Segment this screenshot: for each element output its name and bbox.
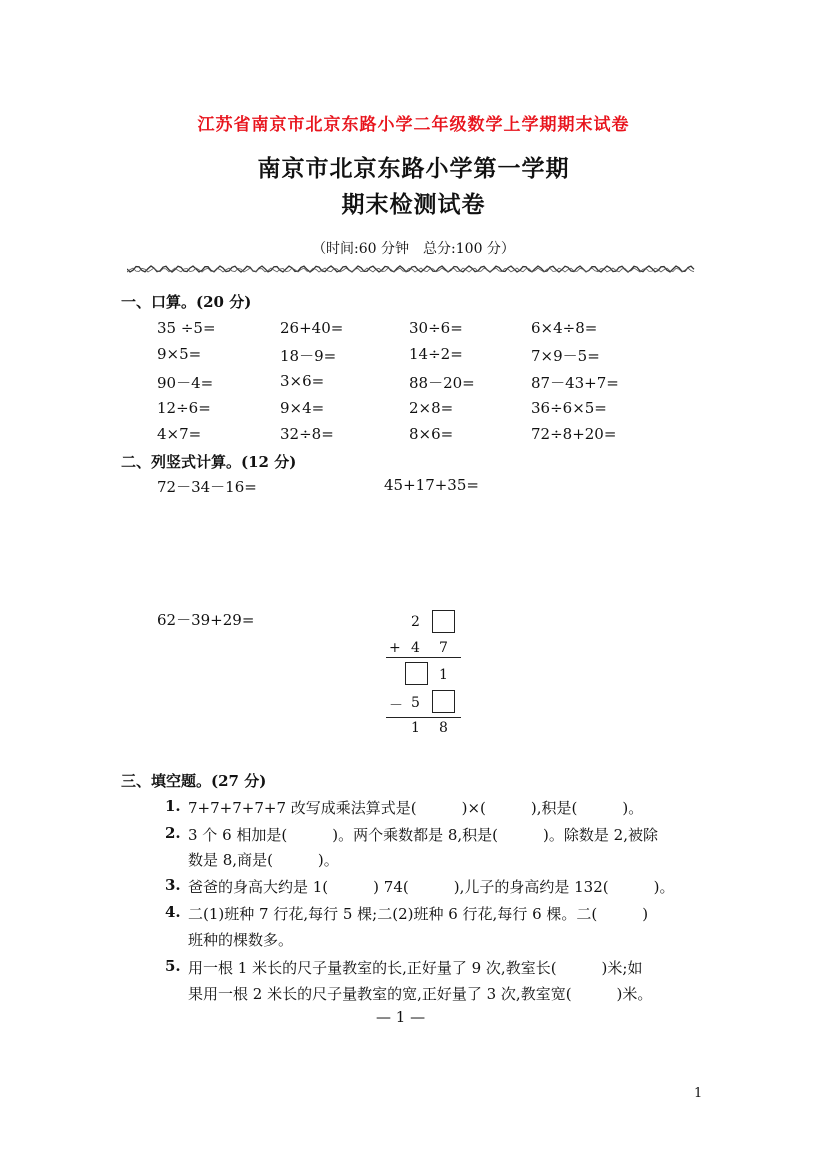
oral-item-1-1: 35 ÷5= [157, 319, 216, 337]
fill-question-4-text-line-2: 班种的棵数多。 [188, 931, 294, 949]
puzzle-blank-box-3[interactable] [432, 690, 455, 713]
oral-item-2-3: 14÷2= [409, 345, 463, 363]
oral-item-1-4: 6×4÷8= [531, 319, 598, 337]
fill-question-2-text-line-1: 3 个 6 相加是( )。两个乘数都是 8,积是( )。除数是 2,被除 [188, 826, 658, 844]
vertical-problem-2: 45+17+35= [384, 476, 479, 494]
fill-question-1-text: 7+7+7+7+7 改写成乘法算式是( )×( ),积是( )。 [188, 799, 644, 817]
oral-item-5-1: 4×7= [157, 425, 202, 443]
puzzle-row4-digit: 5 [411, 695, 420, 711]
puzzle-row1-digit: 2 [411, 614, 420, 630]
fill-question-4-number: 4. [165, 903, 181, 921]
fill-question-1-number: 1. [165, 797, 181, 815]
fill-question-5-text-line-1: 用一根 1 米长的尺子量教室的长,正好量了 9 次,教室长( )米;如 [188, 959, 643, 977]
oral-item-3-1: 90－4= [157, 374, 214, 392]
oral-item-2-2: 18－9= [280, 347, 337, 365]
vertical-problem-1: 72－34－16= [157, 478, 257, 496]
fill-question-2-number: 2. [165, 824, 181, 842]
fill-question-2-text-line-2: 数是 8,商是( )。 [188, 851, 339, 869]
fill-question-3-text: 爸爸的身高大约是 1( ) 74( ),儿子的身高约是 132( )。 [188, 878, 675, 896]
oral-item-3-2: 3×6= [280, 372, 325, 390]
oral-item-4-4: 36÷6×5= [531, 399, 607, 417]
fill-question-4-text-line-1: 二(1)班种 7 行花,每行 5 棵;二(2)班种 6 行花,每行 6 棵。二( ) [188, 905, 649, 923]
oral-item-4-3: 2×8= [409, 399, 454, 417]
oral-item-1-3: 30÷6= [409, 319, 463, 337]
puzzle-result-digit-ones: 8 [439, 720, 448, 736]
oral-item-5-2: 32÷8= [280, 425, 334, 443]
section-3-heading: 三、填空题。(27 分) [121, 772, 267, 790]
wavy-divider [127, 262, 696, 276]
oral-item-4-1: 12÷6= [157, 399, 211, 417]
oral-item-3-4: 87－43+7= [531, 374, 619, 392]
puzzle-row2-digit-ones: 7 [439, 640, 448, 656]
oral-item-4-2: 9×4= [280, 399, 325, 417]
page-number: 1 [694, 1086, 703, 1101]
puzzle-row2-digit-tens: 4 [411, 640, 420, 656]
section-1-heading: 一、口算。(20 分) [121, 293, 252, 311]
section-2-heading: 二、列竖式计算。(12 分) [121, 453, 297, 471]
puzzle-sum-line [386, 657, 461, 658]
puzzle-row4-operator: － [389, 698, 403, 714]
document-red-title: 江苏省南京市北京东路小学二年级数学上学期期末试卷 [197, 115, 630, 135]
exam-title-line-2: 期末检测试卷 [341, 191, 486, 218]
puzzle-row3-digit: 1 [439, 667, 448, 683]
fill-question-3-number: 3. [165, 876, 181, 894]
fill-question-5-text-line-2: 果用一根 2 米长的尺子量教室的宽,正好量了 3 次,教室宽( )米。 [188, 985, 653, 1003]
puzzle-blank-box-2[interactable] [405, 662, 428, 685]
puzzle-difference-line [386, 717, 461, 718]
puzzle-blank-box-1[interactable] [432, 610, 455, 633]
exam-title-line-1: 南京市北京东路小学第一学期 [257, 155, 570, 182]
fill-question-5-number: 5. [165, 957, 181, 975]
exam-time-and-score: （时间:60 分钟 总分:100 分） [312, 241, 515, 257]
vertical-problem-3: 62－39+29= [157, 611, 255, 629]
oral-item-3-3: 88－20= [409, 374, 475, 392]
puzzle-row2-operator: + [389, 640, 401, 656]
oral-item-5-3: 8×6= [409, 425, 454, 443]
oral-item-2-1: 9×5= [157, 345, 202, 363]
oral-item-5-4: 72÷8+20= [531, 425, 617, 443]
oral-item-2-4: 7×9－5= [531, 347, 600, 365]
printed-page-mark: — 1 — [376, 1008, 426, 1026]
puzzle-result-digit-tens: 1 [411, 720, 420, 736]
oral-item-1-2: 26+40= [280, 319, 344, 337]
